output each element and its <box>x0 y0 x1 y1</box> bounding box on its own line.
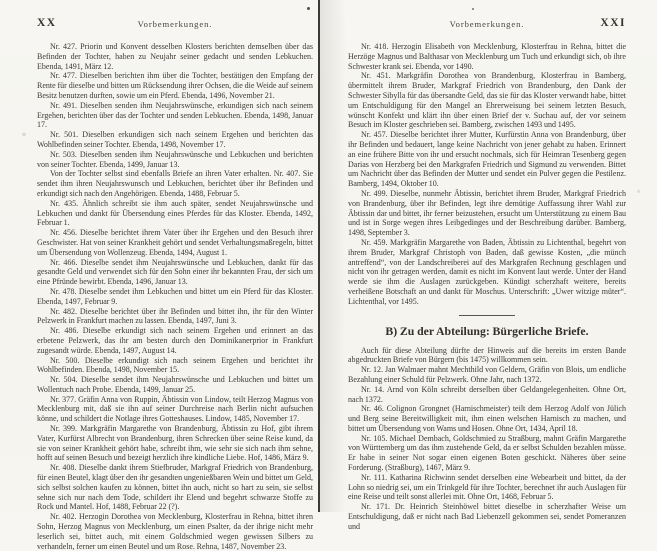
entry-paragraph: Nr. 501. Dieselben erkundigen sich nach seinem Ergehen und berichten das Wohlbefinden seiner Tochter. Ebenda, 1498, November 17. <box>37 130 313 149</box>
entry-paragraph: Nr. 491. Dieselben senden ihm Neujahrswünsche, erkundigen sich nach seinem Ergehen, berichten über das der Tochter und senden Lebkuchen. Ebenda, 1498, Januar 17. <box>37 100 313 130</box>
entry-paragraph: Nr. 377. Gräfin Anna von Ruppin, Äbtissin von Lindow, teilt Herzog Magnus von Mecklenburg mit, daß sie ihn auf seiner Durchreise nach Berlin nicht aufsuchen könne, und schildert die Notlage ihres Gotteshauses. Lindow, 1485, November 17. <box>37 394 313 424</box>
entry-paragraph: Nr. 500. Dieselbe erkundigt sich nach seinem Ergehen und berichtet ihr Wohlbefinden. Ebenda, 1498, November 15. <box>37 355 313 375</box>
right-page-header <box>348 19 626 33</box>
left-page-body <box>37 42 313 551</box>
right-running-head: Vorbemerkungen. <box>449 19 525 29</box>
dust-speck <box>637 190 640 193</box>
right-page-number: XXI <box>600 17 626 29</box>
entry-paragraph: Nr. 504. Dieselbe sendet ihm Neujahrswünsche und Lebkuchen und bittet um Wollentuch nach Probe. Ebenda, 1499, Januar 25. <box>37 375 313 394</box>
entry-paragraph: Nr. 435. Ähnlich schreibt sie ihm auch später, sendet Neujahrswünsche und Lebkuchen und dankt für Übersendung eines Pferdes für das Kloster. Ebenda, 1492, Februar 1. <box>37 198 313 228</box>
left-page-header <box>37 19 313 33</box>
entry-paragraph: Nr. 399. Markgräfin Margarethe von Brandenburg, Äbtissin zu Hof, gibt ihrem Vater, Kurfürst Albrecht von Brandenburg, ihren Schrecken über seine Reise kund, da sie von seiner Krankheit gehört habe, schreibt ihm, wie sehr sie sich nach ihm sehne, hofft auf seinen Besuch und bezeigt herzlich ihre kindliche Liebe. Hof, 1486, März 9. <box>37 424 313 463</box>
entry-paragraph: Nr. 482. Dieselbe berichtet über ihr Befinden und bittet ihn, ihr für den Winter Pelzwerk in Frankfurt machen zu lassen. Ebenda, 1497, Juni 3. <box>37 306 313 326</box>
entry-paragraph: Auch für diese Abteilung dürfte der Hinweis auf die bereits im ersten Bande abgedruckten Briefe von Bürgern (bis 1475) willkommen sein. <box>348 345 626 365</box>
entry-paragraph: Von der Tochter selbst sind ebenfalls Briefe an ihren Vater erhalten. Nr. 407. Sie sendet ihm ihren Neujahrswunsch und Lebkuchen, berichtet über ihr Befinden und erkundigt sich nach den Angehörigen. Ebenda, 1488, Februar 5. <box>37 169 313 198</box>
entry-paragraph: Nr. 486. Dieselbe erkundigt sich nach seinem Ergehen und erinnert an das erbetene Pelzwerk, das ihr am besten durch den Dominikanerprior in Frankfurt zugesandt würde. Ebenda, 1497, August 14. <box>37 326 313 355</box>
entry-paragraph: Nr. 477. Dieselben berichten ihm über die Tochter, bestätigen den Empfang der Rente für dieselbe und bitten um Rücksendung ihrer Ochsen, die die Weide auf seinem Besitz benutzen durften, sowie um ein Pferd. Ebenda, 1496, November 21. <box>37 71 313 100</box>
entry-paragraph: Nr. 12. Jan Walmaer mahnt Mechthild von Geldern, Gräfin von Blois, um endliche Bezahlung einer Schuld für Pelzwerk. Ohne Jahr, nach 1372. <box>348 365 626 384</box>
entry-paragraph: Nr. 503. Dieselben senden ihm Neujahrswünsche und Lebkuchen und berichten von seiner Tochter. Ebenda, 1499, Januar 13. <box>37 149 313 169</box>
entry-paragraph: Nr. 418. Herzogin Elisabeth von Mecklenburg, Klosterfrau in Rehna, bittet die Herzöge Magnus und Balthasar von Mecklenburg um Tuch und erkundigt sich, ob ihre Schwester krank sei. Ebenda, vor 1490. <box>348 42 626 71</box>
entry-paragraph: Nr. 456. Dieselbe berichtet ihrem Vater über ihr Ergehen und den Besuch ihrer Geschwister. Hat von seiner Krankheit gehört und sendet Verhaltungsmaßregeln, bittet um Übersendung von Wollenzeug. Ebenda, 1494, August 1. <box>37 228 313 257</box>
entry-paragraph: Nr. 105. Michael Dembach, Goldschmied zu Straßburg, mahnt Gräfin Margarethe von Württemberg um das ihm zustehende Geld, da er selbst Schulden bezahlen müsse. Er habe in seiner Not sogar einen eigenen Boten geschickt. Näheres über seine Forderung. (Straßburg), 1467, März 9. <box>348 433 626 473</box>
dust-speck <box>22 133 26 136</box>
entry-paragraph: Nr. 14. Arnd von Köln schreibt derselben über Geldangelegenheiten. Ohne Ort, nach 1372. <box>348 384 626 404</box>
entry-paragraph: Nr. 171. Dr. Heinrich Steinhöwel bittet dieselbe in scherzhafter Weise um Entschuldigung, daß er nicht nach Bad Liebenzell gekommen sei, sendet Pomeranzen und <box>348 502 626 531</box>
right-page <box>348 19 626 532</box>
entry-paragraph: Nr. 427. Priorin und Konvent desselben Klosters berichten demselben über das Befinden der Tochter, haben zu Neujahr seiner gedacht und senden Lebkuchen. Ebenda, 1491, März 12. <box>37 42 313 71</box>
entry-paragraph: Nr. 46. Colignon Grongnet (Harnischmeister) teilt dem Herzog Adolf von Jülich und Berg seine Bereitwilligkeit mit, ihm einen welschen Harnisch zu machen, und bittet um Übersendung von Wams und Hosen. Ohne Ort, 1434, April 18. <box>348 404 626 433</box>
dust-speck <box>307 7 310 10</box>
entry-paragraph: Nr. 402. Herzogin Dorothea von Mecklenburg, Klosterfrau in Rehna, bittet ihren Sohn, Herzog Magnus von Mecklenburg, um einen Psalter, da der ihrige nicht mehr leserlich sei, bittet auch, mit einem Goldschmied wegen gewissen Silbers zu verhandeln, ferner um einen Beutel und um Rose. Rehna, 1487, November 23. <box>37 512 313 551</box>
entry-paragraph: Nr. 451. Markgräfin Dorothea von Brandenburg, Klosterfrau in Bamberg, übermittelt ihrem Bruder, Markgraf Friedrich von Brandenburg, den Dank der Schwester Sibylla für das übersandte Geld, das sie für das Kloster verwandt habe, bittet um Entschuldigung für den Mangel an Ehrerweisung bei seinem letzten Besuch, wünscht Konfekt und klärt ihn über einen Brief der v. Suchau auf, der vor seinem Besuch im Kloster geschrieben sei. Bamberg, zwischen 1493 und 1495. <box>348 71 626 130</box>
section-divider <box>459 315 515 316</box>
entry-paragraph: Nr. 478. Dieselbe sendet ihm Lebkuchen und bittet um ein Pferd für das Kloster. Ebenda, 1497, Februar 9. <box>37 286 313 306</box>
entry-paragraph: Nr. 459. Markgräfin Margarethe von Baden, Äbtissin zu Lichtenthal, begehrt von ihrem Bruder, Markgraf Christoph von Baden, daß gewisse Kosten, „die münch antreffend“, von der Landschreiberei auf des Markgrafen Rechnung geschlagen und nicht von ihr getragen werden, damit es nicht im Konvent laut werde. Unter der Hand werde sie ihm die Auslagen zurückgeben. Kündigt scherzhaft weitere, bereits verheißene Botschaft an und dankt für Moschus. Unterschrift: „Uwer witzige müter“. Lichtenthal, vor 1495. <box>348 237 626 306</box>
entry-paragraph: Nr. 111. Katharina Richwinn sendet derselben eine Webearbeit und bittet, da der Lohn so niedrig sei, um ein Trinkgeld für ihre Tochter, berechnet ihr auch Auslagen für eine Reise und teilt sonst allerlei mit. Ohne Ort, 1468, Februar 5. <box>348 472 626 502</box>
page-gutter-shadow <box>320 0 346 512</box>
entry-paragraph: Nr. 457. Dieselbe berichtet ihrer Mutter, Kurfürstin Anna von Brandenburg, über ihr Befinden und bedauert, lange keine Nachricht von jener gehabt zu haben. Erinnert an eine frühere Bitte von ihr und ersucht nochmals, sich für Heimran Tesenberg gegen Darias von Herzberg bei den Markgrafen Friedrich und Sigmund zu verwenden. Bittet um Nachricht über das Befinden der Mutter und sendet ein Pulver gegen die Pestilenz. Bamberg, 1494, Oktober 10. <box>348 130 626 189</box>
entry-paragraph: Nr. 466. Dieselbe sendet ihm Neujahrswünsche und Lebkuchen, dankt für das gesandte Geld und verwendet sich für den Sohn einer ihr bekannten Frau, der sich um eine Pfründe bewirbt. Ebenda, 1496, Januar 13. <box>37 257 313 287</box>
entry-paragraph: Nr. 408. Dieselbe dankt ihrem Stiefbruder, Markgraf Friedrich von Brandenburg, für einen Beutel, klagt über den ihr gesandten ungenießbaren Wein und bittet um Geld, sich selbst solchen kaufen zu können, bittet ihn auch, nicht so hart zu sein, sie selbst sehne sich nur nach dem Tode, schildert ihr Elend und begehrt schwarze Stoffe zu Rock und Mantel. Hof, 1488, Februar 22 (?). <box>37 463 313 512</box>
dust-speck <box>472 8 474 10</box>
section-heading: B) Zu der Abteilung: Bürgerliche Briefe. <box>385 323 589 338</box>
left-page-number: XX <box>37 17 57 29</box>
right-page-body <box>348 42 626 532</box>
left-running-head: Vorbemerkungen. <box>137 19 213 29</box>
entry-paragraph: Nr. 499. Dieselbe, nunmehr Äbtissin, berichtet ihrem Bruder, Markgraf Friedrich von Brandenburg, über ihr Befinden, legt ihre demütige Auffassung ihrer Wahl zur Äbtissin dar und bittet, ihr ferner beizustehen, ersucht um Unterstützung zu einem Bau und ist in Sorge wegen ihres Leibgedinges und der Beschreibung darüber. Bamberg, 1498, September 3. <box>348 188 626 238</box>
left-page <box>37 19 313 551</box>
